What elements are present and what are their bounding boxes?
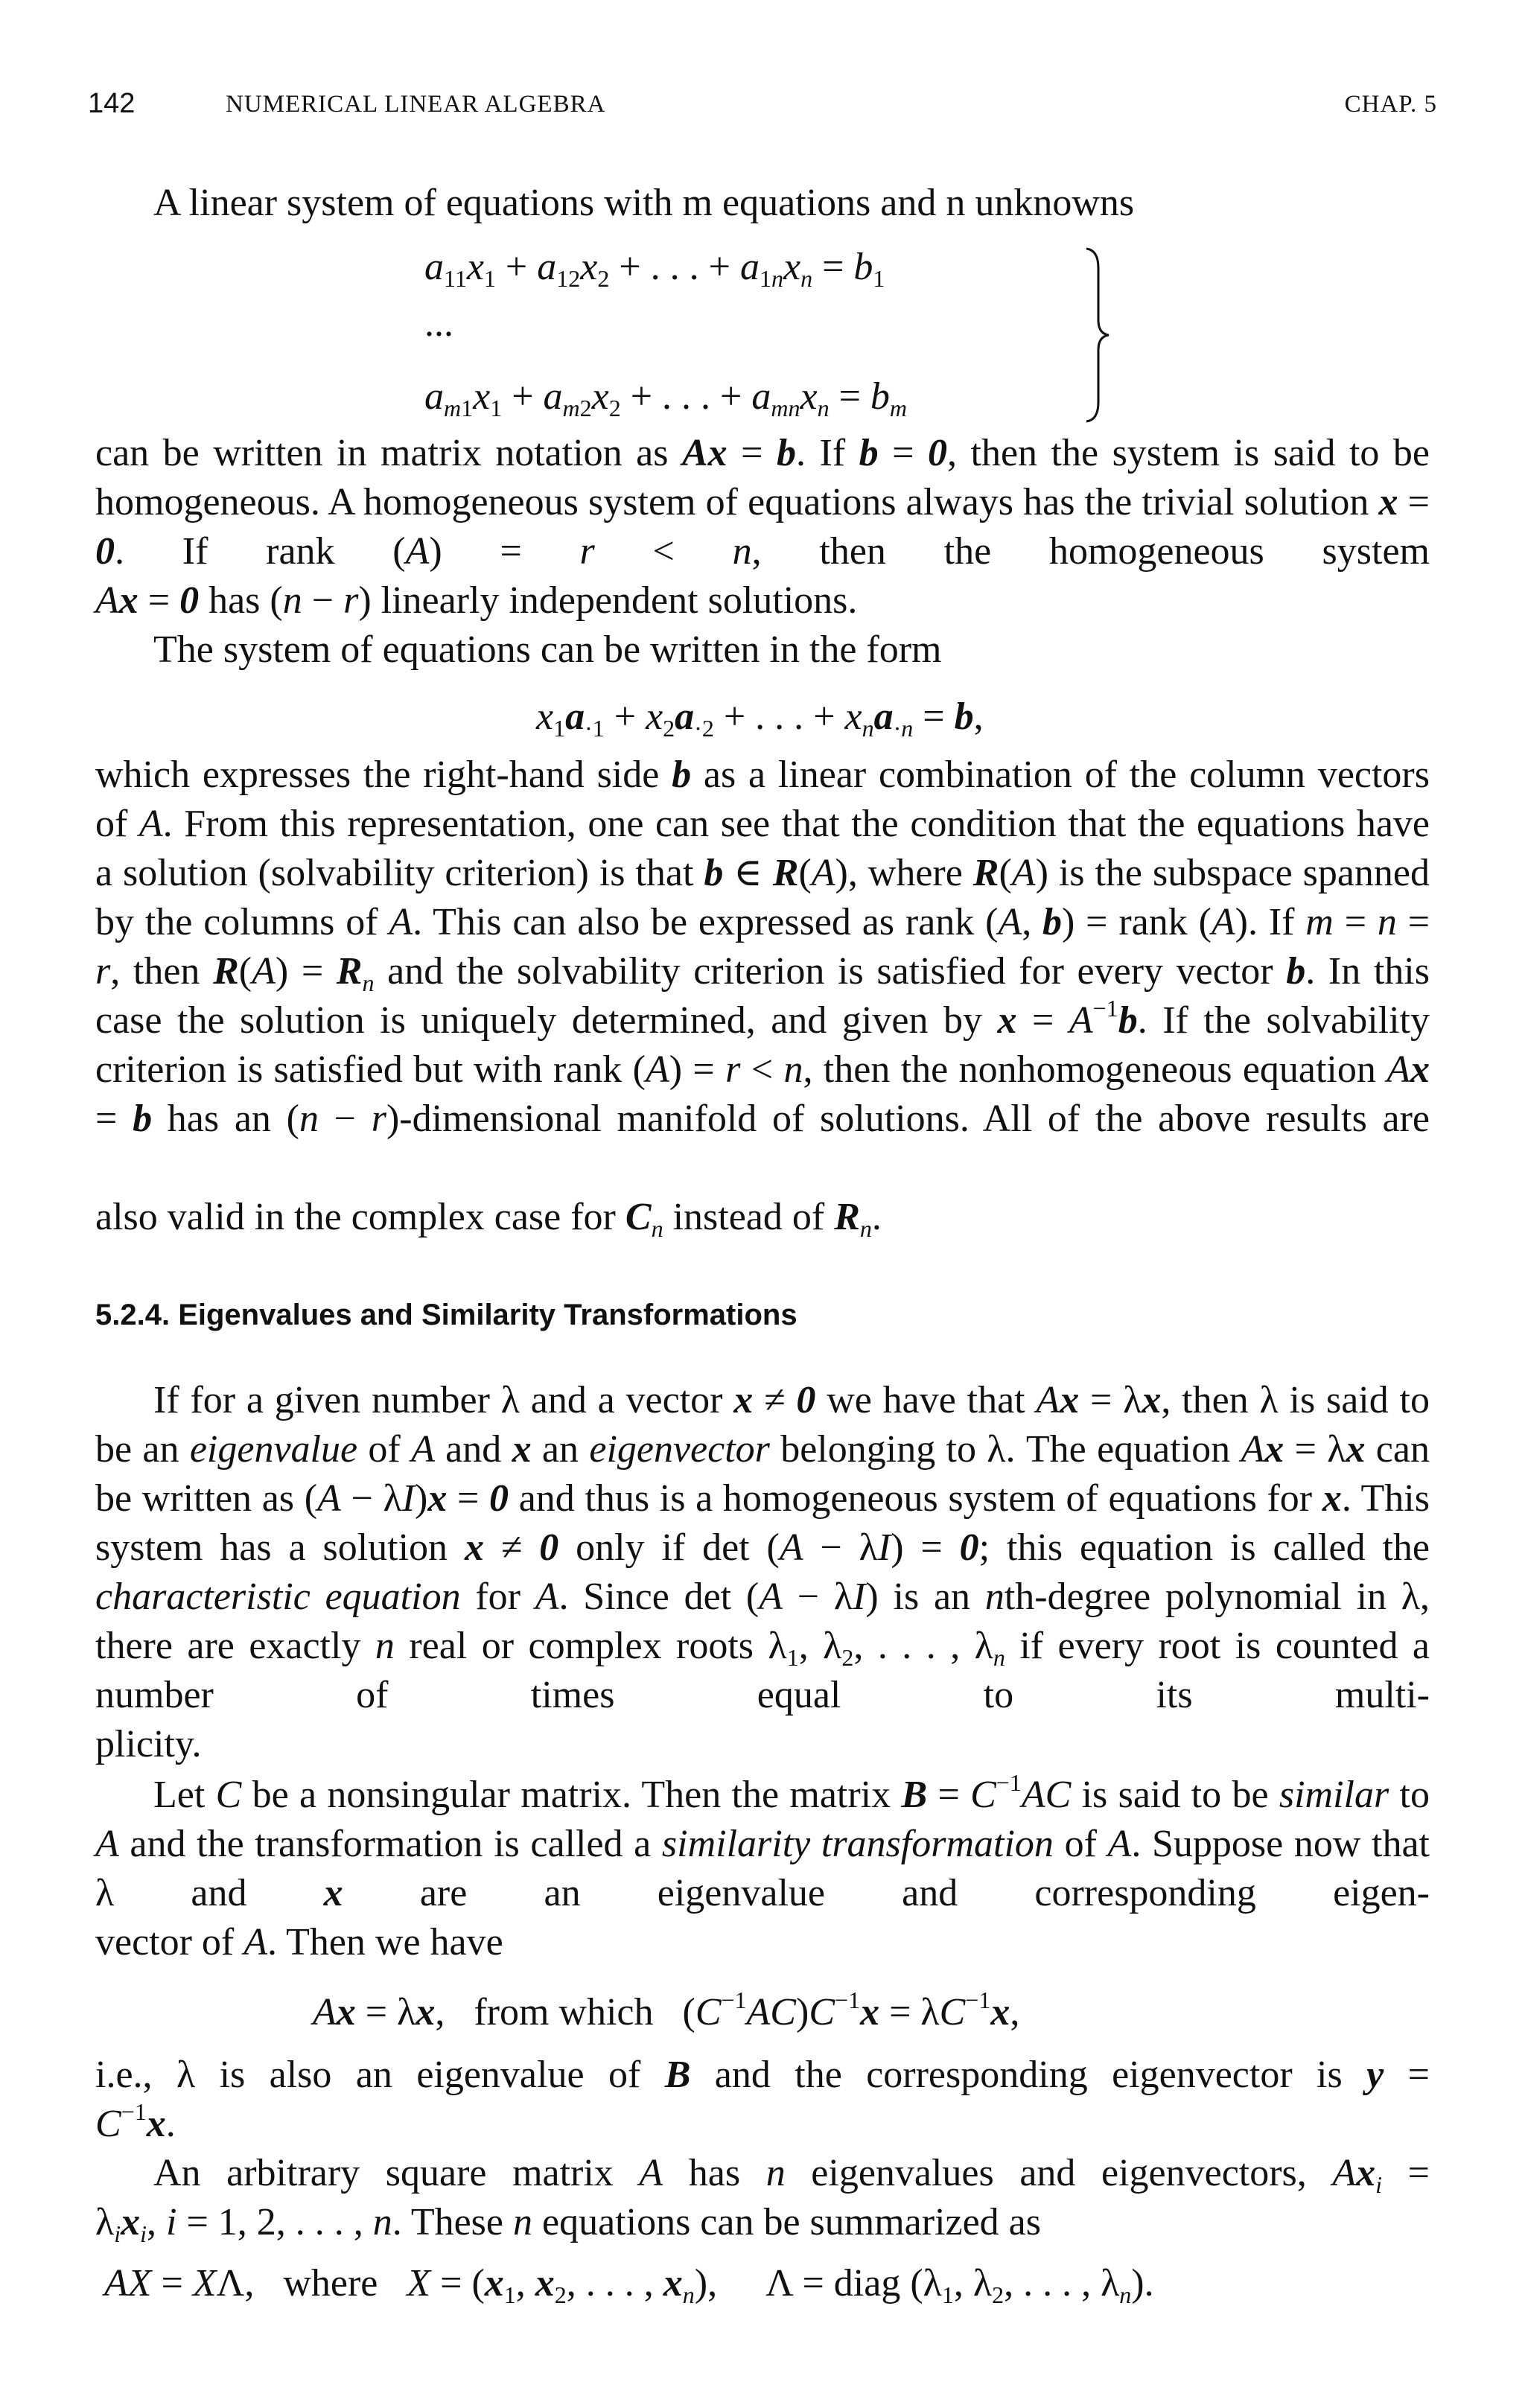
paragraph-arbitrary-matrix-end: $\lambda_ix_i$, i = 1, 2, . . . , n. These n equations can be summarized as xyxy=(95,2201,1041,2247)
equation-row-1: $a_{11}x_1 + a_{12}x_2$ + . . . + $a_{1n}x_n = b_1$ xyxy=(424,246,885,292)
paragraph-eigenvalues: If for a given number λ and a vector x ≠ 0 we have that Ax = λx, then λ is said to be an eigenvalue of A and x an eigenvector belonging to λ. The equation Ax = λx can be written as (A − λI)x = 0 and thus is a homogeneous system of equations for x. This system has a solution x ≠ 0 only if det (A − λI) = 0; this equation is called the characteristic equation for A. Since det (A − λI) is an nth-degree polynomial in λ, there are exactly n real or complex roots $\lambda_1$, $\lambda_2$, . . . , $\lambda_n$ if every root is counted a number of times equal to its multi- xyxy=(95,1379,1430,1716)
equation-dots: ... xyxy=(424,302,453,345)
paragraph-homogeneous-end: Ax = 0 has (n − r) linearly independent solutions. xyxy=(95,579,858,622)
similarity-equation: Ax = λx, from which $(C^{-1}AC)C^{-1}x = \lambda C^{-1}x$, xyxy=(313,1987,1020,2033)
page-number: 142 xyxy=(88,88,136,119)
section-heading: 5.2.4. Eigenvalues and Similarity Transformations xyxy=(95,1299,797,1331)
paragraph-form-lead: The system of equations can be written in the form xyxy=(153,628,942,671)
paragraph-eigenvalues-end: plicity. xyxy=(95,1723,202,1765)
paragraph-similarity: Let C be a nonsingular matrix. Then the matrix $B = C^{-1}AC$ is said to be similar to A and the transformation is called a similarity transformation of A. Suppose now that λ and x are an eigenvalue and corresponding eigen- xyxy=(95,1769,1430,1914)
paragraph-arbitrary-matrix: An arbitrary square matrix A has n eigenvalues and eigenvectors, $Ax_i$ = xyxy=(153,2152,1430,2198)
paragraph-solvability-end: also valid in the complex case for $C_n$ instead of $R_n$. xyxy=(95,1196,882,1242)
paragraph-solvability: which expresses the right-hand side b as a linear combination of the column vectors of A. From this representation, one can see that the condition that the equations have a solution (solvability criterion) is that b ∈ R(A), where R(A) is the subspace spanned by the columns of A. This can also be expressed as rank (A, b) = rank (A). If m = n = r, then $R(A) = R_n$ and the solvability criterion is satisfied for every vector b. In this case the solution is uniquely determined, and given by $x = A^{-1}b$. If the solvability criterion is satisfied but with rank (A) = r < n, then the nonhomogeneous equation Ax = b has an (n − r)-dimensional manifold of solutions. All of the above results are xyxy=(95,754,1430,1140)
running-header xyxy=(88,88,1437,133)
summary-equation: AX = XΛ, where $X = (x_1$, $x_2$, . . . , $x_n$), Λ = diag ($\lambda_1$, $\lambda_2$, . . . , $\lambda_n$). xyxy=(104,2262,1154,2308)
column-combination-equation: $x_1a_{\cdot 1} + x_2a_{\cdot 2}$ + . . . + $x_na_{\cdot n} = b$, xyxy=(536,695,984,742)
right-brace xyxy=(1083,246,1113,424)
chapter-label: CHAP. 5 xyxy=(1344,91,1437,118)
equation-row-m: $a_{m1}x_1 + a_{m2}x_2$ + . . . + $a_{mn}x_n = b_m$ xyxy=(424,375,908,421)
running-title: NUMERICAL LINEAR ALGEBRA xyxy=(226,91,606,118)
paragraph-similarity-end: vector of A. Then we have xyxy=(95,1921,503,1963)
intro-sentence: A linear system of equations with m equations and n unknowns xyxy=(153,182,1135,224)
paragraph-homogeneous: can be written in matrix notation as Ax = b. If b = 0, then the system is said to be homogeneous. A homogeneous system of equations always has the trivial solution x = 0. If rank (A) = r < n, then the homogeneous system xyxy=(95,432,1430,573)
paragraph-eigen-of-b: i.e., λ is also an eigenvalue of B and the corresponding eigenvector is y = xyxy=(95,2054,1430,2096)
paragraph-eigen-of-b-end: $C^{-1}x$. xyxy=(95,2098,176,2145)
